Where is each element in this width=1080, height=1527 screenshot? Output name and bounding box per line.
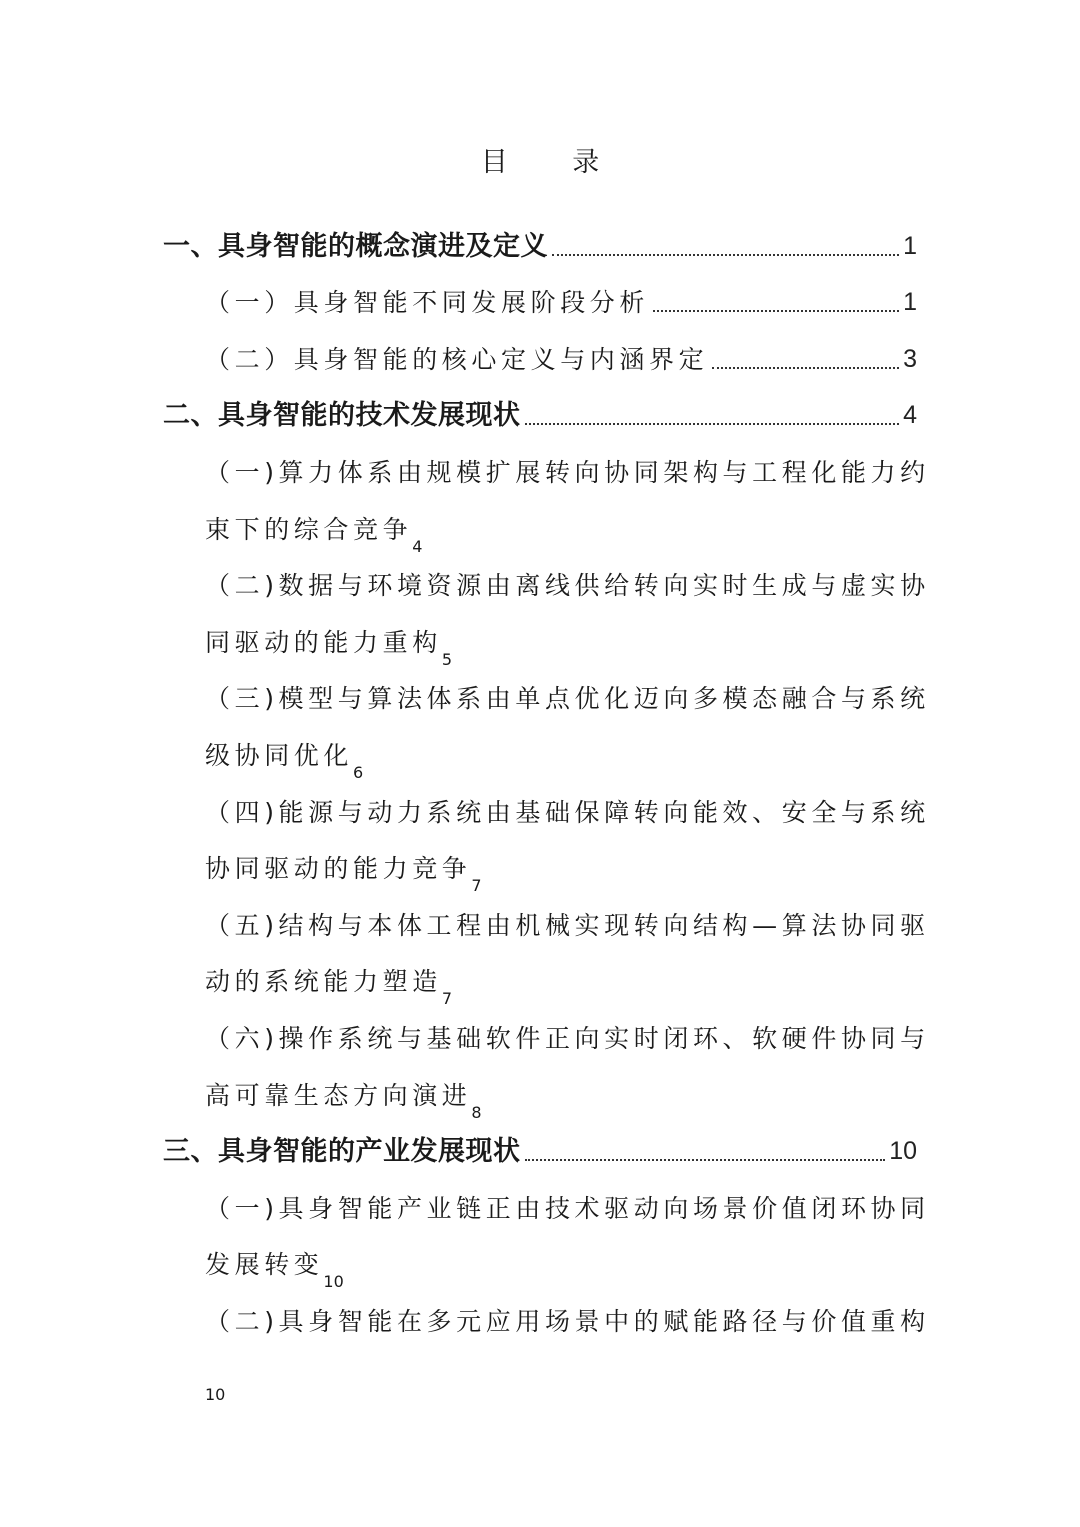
toc-page-number: 7 [441,989,452,1009]
toc-entry[interactable] [0,1178,1080,1291]
toc-page-number: 3 [903,344,917,373]
toc-page-number: 10 [889,1137,917,1166]
toc-entry-text-line2: 级协同优化 [205,740,354,770]
dot-leader [525,1159,886,1161]
toc-entry-text-line1: （一)算力体系由规模扩展转向协同架构与工程化能力约 [205,457,930,487]
toc-entry-text-line1: （五)结构与本体工程由机械实现转向结构—算法协同驱 [205,910,930,940]
toc-page-number: 4 [903,401,917,430]
dot-leader [552,254,899,256]
toc-entry[interactable] [0,1008,1080,1121]
toc-entry[interactable] [0,782,1080,895]
toc-page-number: 1 [903,231,917,260]
dot-leader [653,310,899,312]
toc-page-number: 8 [471,1102,482,1122]
toc-entry-text-line2: 同驱动的能力重构 [205,627,442,657]
toc-entry-text-line2: 束下的综合竞争 [205,514,413,544]
toc-page-number: 7 [471,876,482,896]
toc-entry-text-line1: （一)具身智能产业链正由技术驱动向场景价值闭环协同 [205,1193,930,1223]
toc-entry[interactable] [0,386,1080,443]
toc-entry-text: 三、具身智能的产业发展现状 [163,1136,521,1168]
toc-page-number: 1 [903,288,917,317]
toc-entry-text-line2: 动的系统能力塑造 [205,967,442,997]
toc-entry-text: （二）具身智能的核心定义与内涵界定 [205,344,709,374]
toc-entry-text-line2: 协同驱动的能力竞争 [205,854,472,884]
toc-entry[interactable] [0,329,1080,386]
toc-page-number: 10 [205,1385,226,1405]
toc-entry-text-line2: 发展转变 [205,1250,324,1280]
toc-list [0,216,1080,1404]
toc-page-number: 10 [323,1272,344,1292]
toc-entry[interactable] [0,895,1080,1008]
toc-entry-text: 一、具身智能的概念演进及定义 [163,230,548,262]
toc-entry-text-line1: （四)能源与动力系统由基础保障转向能效、安全与系统 [205,797,930,827]
toc-entry[interactable] [0,1291,1080,1404]
toc-entry-text: （一）具身智能不同发展阶段分析 [205,288,650,318]
toc-entry-text-line1: （三)模型与算法体系由单点优化迈向多模态融合与系统 [205,684,930,714]
dot-leader [712,367,899,369]
toc-entry[interactable] [0,216,1080,273]
toc-entry-text: 二、具身智能的技术发展现状 [163,400,521,432]
toc-title: 目 录 [480,147,628,178]
toc-entry[interactable] [0,442,1080,555]
toc-entry[interactable] [0,1122,1080,1179]
toc-entry[interactable] [0,273,1080,330]
toc-entry[interactable] [0,669,1080,782]
toc-page-number: 6 [353,762,364,782]
toc-page-number: 5 [441,649,452,669]
toc-page-number: 4 [412,536,423,556]
toc-entry-text-line1: （二)数据与环境资源由离线供给转向实时生成与虚实协 [205,571,930,601]
dot-leader [525,423,900,425]
toc-entry[interactable] [0,556,1080,669]
toc-entry-text-line1: （二)具身智能在多元应用场景中的赋能路径与价值重构 [205,1306,930,1336]
toc-entry-text-line1: （六)操作系统与基础软件正向实时闭环、软硬件协同与 [205,1023,930,1053]
toc-entry-text-line2: 高可靠生态方向演进 [205,1080,472,1110]
